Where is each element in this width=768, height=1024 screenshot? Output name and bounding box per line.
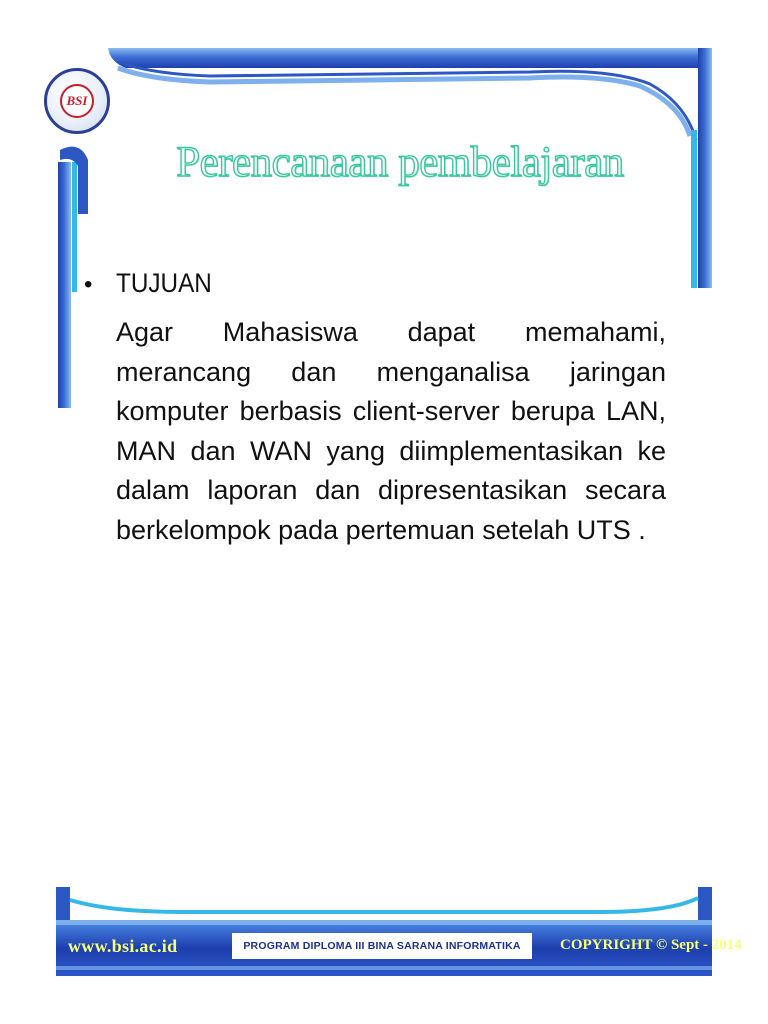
footer-copyright: COPYRIGHT © Sept - 2014 bbox=[560, 937, 742, 953]
right-frame-bar bbox=[698, 48, 712, 288]
objective-paragraph: Agar Mahasiswa dapat memahami, merancang dan menganalisa jaringan komputer berbasis client-server berupa LAN, MAN dan WAN yang diimplementasikan ke dalam laporan dan dipresentasikan secara berkelompok pada pertemuan setelah UTS . bbox=[116, 317, 666, 545]
bullet-item bbox=[84, 268, 666, 299]
bullet-heading: TUJUAN bbox=[116, 268, 212, 298]
logo-emblem: BSI bbox=[60, 84, 94, 118]
footer-website: www.bsi.ac.id bbox=[68, 936, 178, 956]
footer-program-box bbox=[232, 933, 532, 959]
bullet-icon: • bbox=[84, 271, 93, 298]
bsi-logo bbox=[44, 68, 110, 134]
footer-program-label: PROGRAM DIPLOMA III BINA SARANA INFORMATIKA bbox=[243, 940, 521, 952]
slide-content bbox=[84, 268, 666, 550]
top-frame-bar bbox=[108, 48, 712, 68]
left-frame-bar bbox=[58, 162, 71, 408]
slide-title: Perencanaan pembelajaran bbox=[176, 139, 624, 186]
